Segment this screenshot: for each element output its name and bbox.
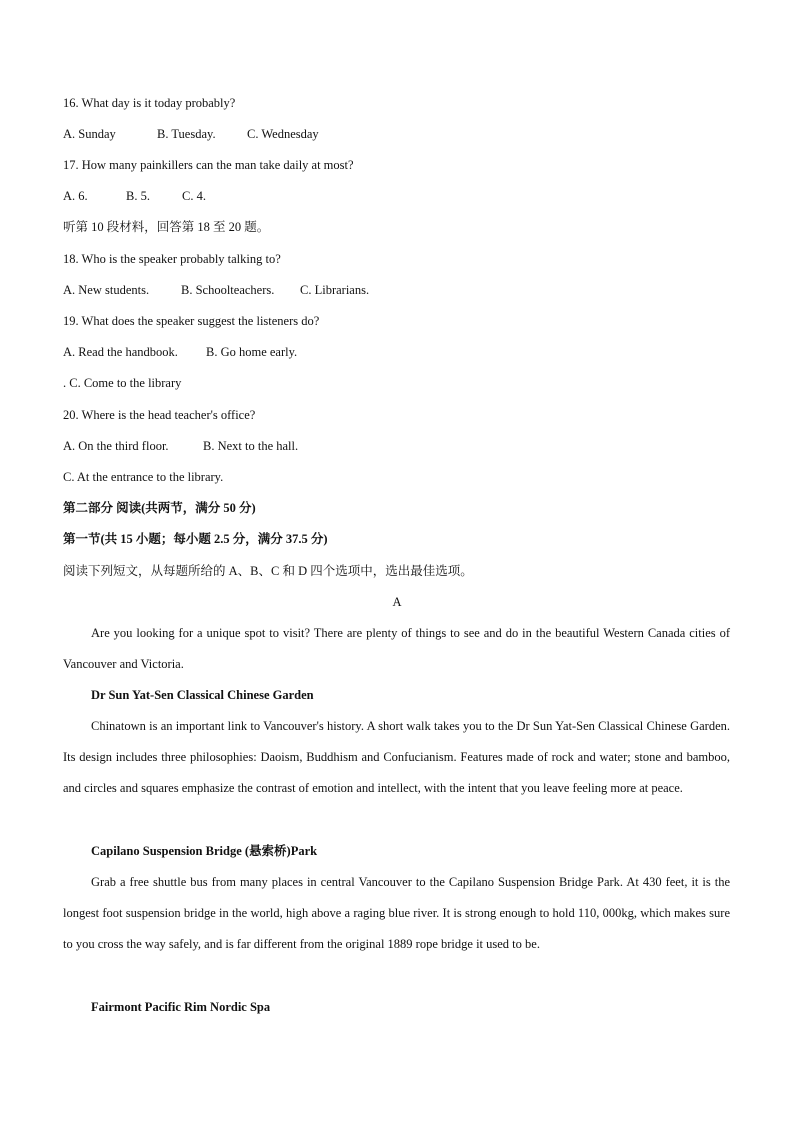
question-18-option-c: C. Librarians.: [300, 283, 370, 297]
question-20-options: [63, 438, 298, 454]
question-17-options: [63, 188, 206, 204]
question-16-options: [63, 126, 319, 142]
section-1-title: 第一节(共 15 小题；每小题 2.5 分，满分 37.5 分): [63, 532, 328, 546]
attraction-1-body: Chinatown is an important link to Vancouver's history. A short walk takes you to the Dr Sun Yat-Sen Classical Chinese Garden. Its design includes three philosophies: Daoism, Buddhism and Confucianism. Features made of rock and water; stone and bamboo, and circles and squares emphasize the contrast of emotion and intellect, with the intent that you leave feeling more at peace.: [63, 719, 730, 795]
question-19-option-a: A. Read the handbook.: [63, 345, 178, 359]
attraction-1-title: Dr Sun Yat-Sen Classical Chinese Garden: [91, 688, 314, 702]
attraction-3-title: Fairmont Pacific Rim Nordic Spa: [91, 1000, 271, 1014]
question-17-option-a: A. 6.: [63, 189, 88, 203]
passage-label: A: [392, 595, 402, 609]
intro-paragraph: Are you looking for a unique spot to visit? There are plenty of things to see and do in the beautiful Western Canada cities of Vancouver and Victoria.: [63, 626, 730, 671]
question-18-option-a: A. New students.: [63, 283, 150, 297]
question-19-option-b: B. Go home early.: [206, 345, 298, 359]
reading-instructions: 阅读下列短文，从每题所给的 A、B、C 和 D 四个选项中，选出最佳选项。: [63, 564, 473, 578]
question-17-option-b: B. 5.: [126, 189, 150, 203]
question-17-option-c: C. 4.: [182, 189, 206, 203]
question-17-stem: 17. How many painkillers can the man take daily at most?: [63, 158, 354, 172]
question-16-stem: 16. What day is it today probably?: [63, 96, 236, 110]
attraction-2-title: Capilano Suspension Bridge (悬索桥)Park: [91, 844, 318, 858]
question-19-option-c: . C. Come to the library: [63, 376, 182, 390]
question-20-option-b: B. Next to the hall.: [203, 439, 299, 453]
attraction-2-body: Grab a free shuttle bus from many places in central Vancouver to the Capilano Suspension Bridge Park. At 430 feet, it is the longest foot suspension bridge in the world, high above a raging blue river. It is strong enough to hold 110, 000kg, which makes sure to you cross the way safely, and is far different from the original 1889 rope bridge it used to be.: [63, 875, 730, 951]
question-18-stem: 18. Who is the speaker probably talking to?: [63, 252, 281, 266]
question-18-options: [63, 282, 369, 298]
section-10-intro: 听第 10 段材料，回答第 18 至 20 题。: [63, 220, 270, 234]
question-20-stem: 20. Where is the head teacher's office?: [63, 408, 256, 422]
question-19-stem: 19. What does the speaker suggest the listeners do?: [63, 314, 320, 328]
question-16-option-c: C. Wednesday: [247, 127, 319, 141]
question-20-option-c: C. At the entrance to the library.: [63, 470, 224, 484]
question-20-option-a: A. On the third floor.: [63, 439, 169, 453]
question-16-option-b: B. Tuesday.: [157, 127, 216, 141]
part-2-title: 第二部分 阅读(共两节，满分 50 分): [63, 501, 256, 515]
question-19-options: [63, 344, 297, 360]
question-16-option-a: A. Sunday: [63, 127, 116, 141]
question-18-option-b: B. Schoolteachers.: [181, 283, 275, 297]
